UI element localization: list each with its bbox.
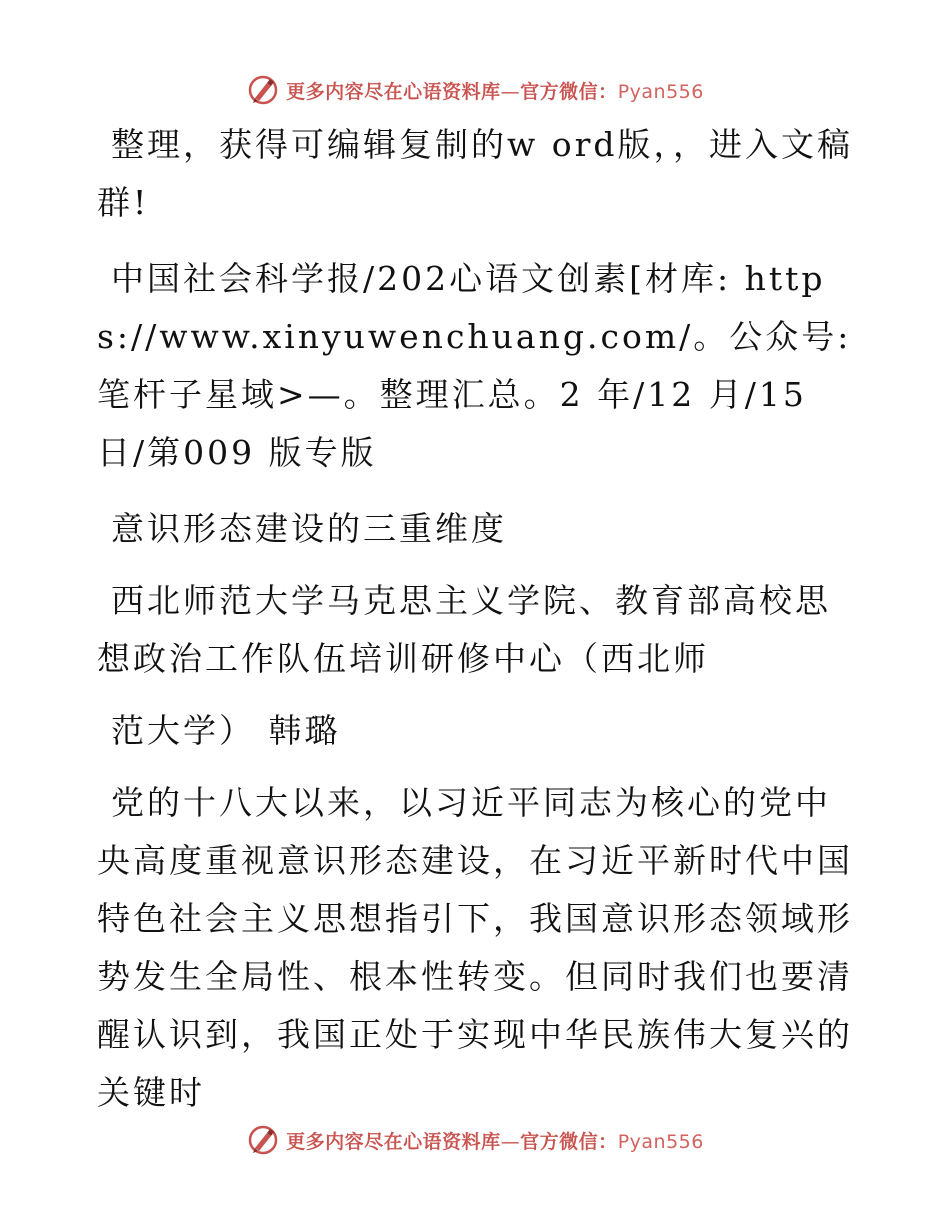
footer-watermark [0, 1120, 950, 1160]
watermark-wechat-handle: Pyan556 [617, 1130, 704, 1153]
pen-logo-icon [246, 1123, 280, 1157]
author-affiliation-cont: 范大学） 韩璐 [111, 711, 341, 750]
watermark-text [286, 1127, 704, 1154]
header-watermark [0, 70, 950, 110]
author-affiliation: 西北师范大学马克思主义学院、教育部高校思想政治工作队伍培训研修中心（西北师 [97, 581, 831, 678]
watermark-text [286, 77, 704, 104]
paragraph-body: 党的十八大以来，以习近平同志为核心的党中央高度重视意识形态建设，在习近平新时代中国特色社会主义思想指引下，我国意识形态领域形势发生全局性、根本性转变。但同时我们也要清醒认识到，我国正处于实现中华民族伟大复兴的关键时 [97, 783, 853, 1112]
paragraph-source: 中国社会科学报/202心语文创素[材库: https://www.xinyuwenchuang.com/。公众号: 笔杆子星域>—。整理汇总。2 年/12 月/15 日/第009 版专版 [97, 259, 852, 472]
document-body [97, 116, 857, 1140]
paragraph-intro: 整理，获得可编辑复制的w ord版，，进入文稿群! [97, 125, 854, 222]
watermark-wechat-label: 官方微信： [520, 1130, 618, 1153]
article-title: 意识形态建设的三重维度 [111, 509, 507, 548]
watermark-site: 更多内容尽在心语资料库 [286, 80, 501, 103]
watermark-separator: — [500, 80, 521, 103]
watermark-wechat-label: 官方微信： [520, 80, 618, 103]
pen-logo-icon [246, 73, 280, 107]
watermark-site: 更多内容尽在心语资料库 [286, 1130, 501, 1153]
watermark-wechat-handle: Pyan556 [617, 80, 704, 103]
watermark-separator: — [500, 1130, 521, 1153]
